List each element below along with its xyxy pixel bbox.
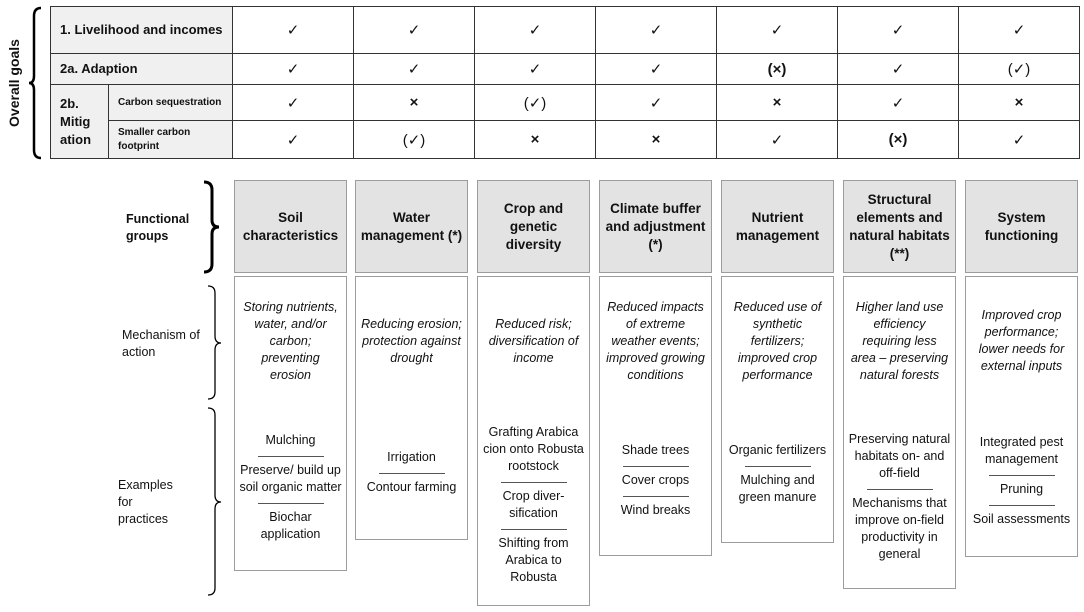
goal-label-mitigation: 2b. Mitig ation: [51, 85, 109, 159]
mark-cell: ✓: [354, 54, 475, 85]
separator: [501, 482, 567, 483]
mark-cell: ✓: [233, 85, 354, 121]
example-item: Wind breaks: [620, 502, 691, 517]
mechanism-text: Reduced impacts of extreme weather events; improved growing conditions: [606, 299, 705, 382]
mark-cell: ×: [959, 85, 1080, 121]
column-structural-elements: [843, 180, 956, 589]
column-header: Soil characteristics: [234, 180, 347, 273]
goal-row-adaption: [51, 54, 1080, 85]
column-body: [843, 276, 956, 589]
examples-label: Examples for practices: [118, 478, 173, 526]
column-header: Climate buffer and adjustment (*): [599, 180, 712, 273]
example-item: Crop diver-sification: [502, 489, 565, 520]
column-body: [234, 276, 347, 571]
separator: [623, 496, 689, 497]
column-climate-buffer: [599, 180, 712, 556]
column-body: [965, 276, 1078, 557]
column-crop-genetic-diversity: [477, 180, 590, 606]
example-item: Irrigation: [387, 449, 436, 464]
example-item: Biochar application: [260, 510, 321, 541]
separator: [867, 489, 933, 490]
mark-cell: ×: [596, 121, 717, 159]
examples-list: [600, 405, 711, 555]
mechanism-text: Higher land use efficiency requiring less area – preserving natural forests: [850, 299, 949, 382]
overall-goals-text: Overall goals: [6, 39, 22, 127]
example-item: Mulching and green manure: [738, 472, 817, 504]
goal-row-carbon-footprint: [51, 121, 1080, 159]
example-item: Integrated pest management: [979, 434, 1064, 466]
column-header: Water management (*): [355, 180, 468, 273]
separator: [989, 505, 1055, 506]
column-body: [355, 276, 468, 540]
mark-cell: ✓: [717, 7, 838, 54]
goal-label-adaption: 2a. Adaption: [51, 54, 233, 85]
examples-brace: [204, 406, 224, 598]
mark-cell: ✓: [233, 7, 354, 54]
mark-cell: ✓: [838, 85, 959, 121]
column-soil-characteristics: [234, 180, 347, 571]
examples-list: [844, 405, 955, 588]
mark-cell: ✓: [959, 7, 1080, 54]
goal-row-livelihood: [51, 7, 1080, 54]
sub-label-carbon-sequestration: Carbon sequestration: [109, 85, 233, 121]
mark-cell: ×: [354, 85, 475, 121]
mark-cell: ✓: [717, 121, 838, 159]
example-item: Shifting from Arabica to Robusta: [498, 536, 569, 584]
mechanism-text: Improved crop performance; lower needs for external inputs: [978, 308, 1065, 373]
example-item: Shade trees: [621, 442, 690, 457]
mark-cell: ✓: [233, 121, 354, 159]
example-item: Soil assessments: [972, 511, 1071, 526]
examples-list: [966, 405, 1077, 556]
column-header: Structural elements and natural habitats (**): [843, 180, 956, 273]
separator: [745, 466, 811, 467]
mechanism-text: Storing nutrients, water, and/or carbon; preventing erosion: [243, 299, 338, 382]
mechanism-text: Reducing erosion; protection against drought: [361, 316, 462, 365]
sub-label-carbon-footprint: Smaller carbon footprint: [109, 121, 233, 159]
column-water-management: [355, 180, 468, 540]
mark-cell: (×): [838, 121, 959, 159]
mark-cell: ✓: [838, 7, 959, 54]
column-system-functioning: [965, 180, 1078, 557]
column-nutrient-management: [721, 180, 834, 543]
column-body: [599, 276, 712, 556]
column-body: [477, 276, 590, 606]
overall-goals-label: [0, 8, 28, 158]
mark-cell: (✓): [959, 54, 1080, 85]
examples-list: [722, 405, 833, 542]
mark-cell: ✓: [354, 7, 475, 54]
example-item: Mechanisms that improve on-field productivity in general: [852, 495, 947, 561]
mechanism-brace: [204, 284, 224, 402]
mark-cell: ✓: [596, 7, 717, 54]
column-header: Nutrient management: [721, 180, 834, 273]
mark-cell: ✓: [838, 54, 959, 85]
goal-row-carbon-sequestration: [51, 85, 1080, 121]
mark-cell: (×): [717, 54, 838, 85]
mark-cell: ✓: [475, 54, 596, 85]
overall-goals-brace: [28, 6, 44, 161]
example-item: Contour farming: [366, 479, 457, 494]
functional-groups-brace: [198, 180, 222, 275]
mark-cell: ✓: [475, 7, 596, 54]
mark-cell: ✓: [959, 121, 1080, 159]
mark-cell: ✓: [596, 85, 717, 121]
mechanism-text: Reduced use of synthetic fertilizers; improved crop performance: [733, 299, 822, 382]
goal-label-livelihood: 1. Livelihood and incomes: [51, 7, 233, 54]
column-header: Crop and genetic diversity: [477, 180, 590, 273]
example-item: Cover crops: [621, 472, 690, 487]
separator: [379, 473, 445, 474]
example-item: Preserving natural habitats on- and off-field: [848, 431, 951, 480]
mark-cell: ×: [717, 85, 838, 121]
example-item: Preserve/ build up soil organic matter: [239, 463, 342, 494]
mark-cell: ✓: [233, 54, 354, 85]
separator: [501, 529, 567, 530]
column-header: System functioning: [965, 180, 1078, 273]
separator: [623, 466, 689, 467]
functional-groups-label: Functional groups: [126, 212, 190, 243]
mechanism-label: Mechanism of action: [122, 328, 200, 359]
example-item: Organic fertilizers: [728, 442, 827, 457]
mark-cell: ✓: [596, 54, 717, 85]
mark-cell: (✓): [354, 121, 475, 159]
goals-table: [50, 6, 1080, 159]
mechanism-text: Reduced risk; diversification of income: [488, 316, 579, 365]
separator: [258, 456, 324, 457]
example-item: Grafting Arabica cion onto Robusta rootstock: [483, 425, 584, 473]
examples-list: [478, 405, 589, 605]
column-body: [721, 276, 834, 543]
separator: [989, 475, 1055, 476]
separator: [258, 503, 324, 504]
mark-cell: (✓): [475, 85, 596, 121]
examples-list: [235, 405, 346, 570]
examples-list: [356, 405, 467, 539]
mark-cell: ×: [475, 121, 596, 159]
example-item: Mulching: [265, 433, 316, 447]
example-item: Pruning: [999, 481, 1044, 496]
